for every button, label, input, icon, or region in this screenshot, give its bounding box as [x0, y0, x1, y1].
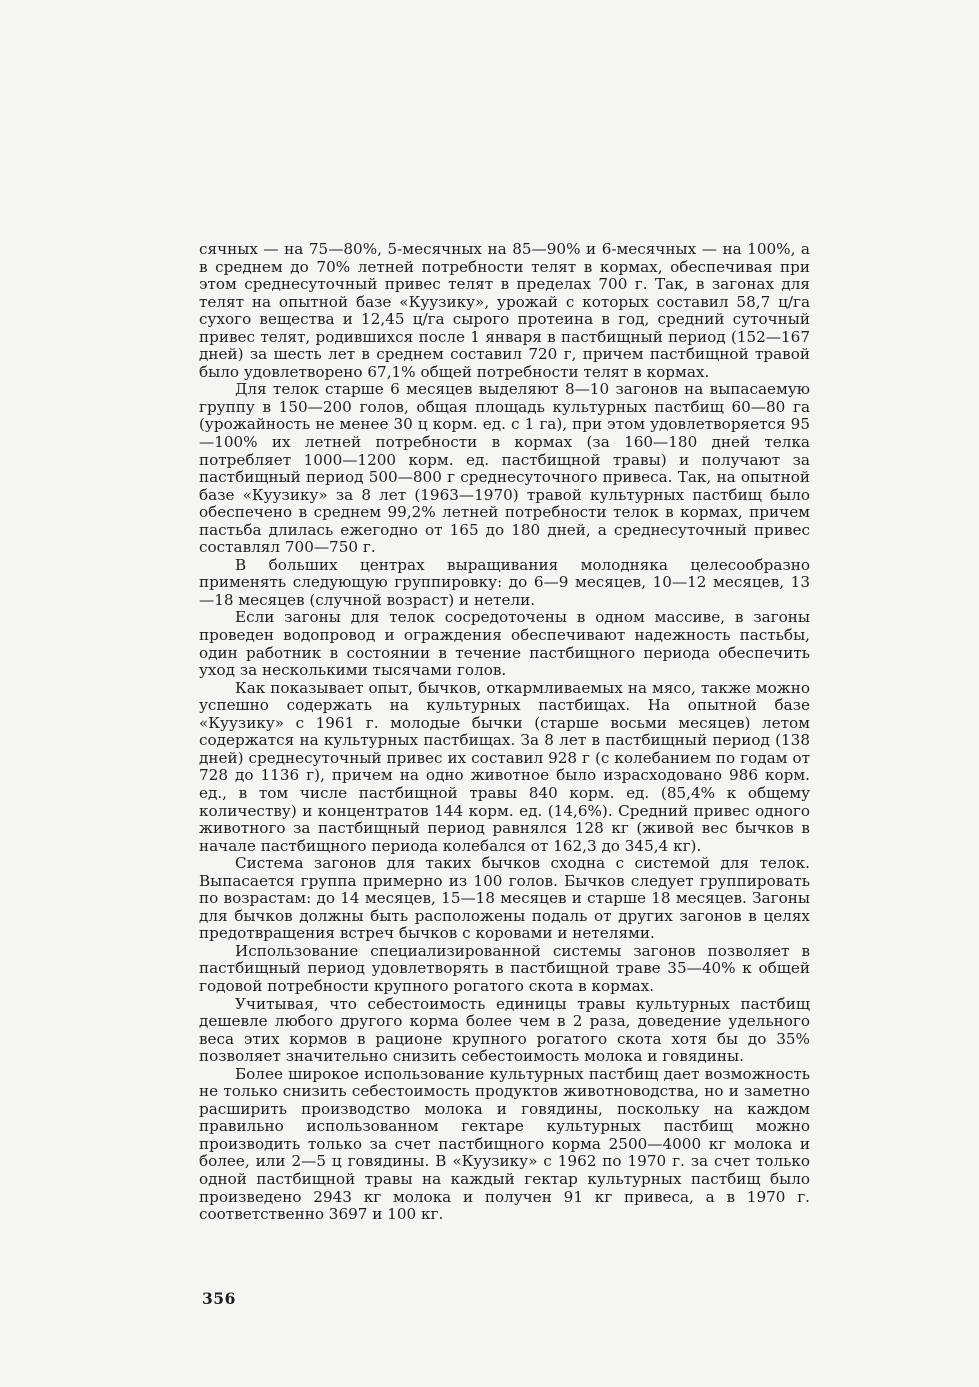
paragraph-1: сячных — на 75—80%, 5-месячных на 85—90% и 6-месячных — на 100%, а в среднем до 70% летней потребности телят в кормах, обеспечивая при этом среднесуточный привес телят в пределах 700 г. Так, в загонах для телят на опытной базе «Куузику», урожай с которых составил 58,7 ц/га сухого вещества и 12,45 ц/га сырого протеина в год, средний суточный привес телят, родившихся после 1 января в пастбищный период (152—167 дней) за шесть лет в среднем составил 720 г, причем пастбищной травой было удовлетворено 67,1% общей потребности телят в кормах. — [199, 240, 810, 381]
page-number: 356 — [202, 1289, 236, 1308]
paragraph-7: Использование специализированной системы загонов позволяет в пастбищный период удовлетворять в пастбищной траве 35—40% к общей годовой потребности крупного рогатого скота в кормах. — [199, 941, 810, 995]
paragraph-3: В больших центрах выращивания молодняка целесообразно применять следующую группировку: до 6—9 месяцев, 10—12 месяцев, 13—18 месяцев (случной возраст) и нетели. — [199, 555, 810, 609]
paragraph-6: Система загонов для таких бычков сходна с системой для телок. Выпасается группа примерно из 100 голов. Бычков следует группировать по возрастам: до 14 месяцев, 15—18 месяцев и старше 18 месяцев. Загоны для бычков должны быть расположены подаль от других загонов в целях предотвращения встреч бычков с коровами и нетелями. — [199, 854, 810, 943]
paragraph-9: Более широкое использование культурных пастбищ дает возможность не только снизить себестоимость продуктов животноводства, но и заметно расширить производство молока и говядины, поскольку на каждом правильно использованном гектаре культурных пастбищ можно производить только за счет пастбищного корма 2500—4000 кг молока и более, или 2—5 ц говядины. В «Куузику» с 1962 по 1970 г. за счет только одной пастбищной травы на каждый гектар культурных пастбищ было произведено 2943 кг молока и получен 91 кг привеса, а в 1970 г. соответственно 3697 и 100 кг. — [199, 1064, 810, 1224]
paragraph-5: Как показывает опыт, бычков, откармливаемых на мясо, также можно успешно содержать на культурных пастбищах. На опытной базе «Куузику» с 1961 г. молодые бычки (старше восьми месяцев) летом содержатся на культурных пастбищах. За 8 лет в пастбищный период (138 дней) среднесуточный привес их составил 928 г (с колебанием по годам от 728 до 1136 г), причем на одно животное было израсходовано 986 корм. ед., в том числе пастбищной травы 840 корм. ед. (85,4% к общему количеству) и концентратов 144 корм. ед. (14,6%). Средний привес одного животного за пастбищный период равнялся 128 кг (живой вес бычков в начале пастбищного периода колебался от 162,3 до 345,4 кг). — [199, 678, 810, 855]
paragraph-2: Для телок старше 6 месяцев выделяют 8—10 загонов на выпасаемую группу в 150—200 голов, общая площадь культурных пастбищ 60—80 га (урожайность не менее 30 ц корм. ед. с 1 га), при этом удовлетворяется 95—100% их летней потребности в кормах (за 160—180 дней телка потребляет 1000—1200 корм. ед. пастбищной травы) и получают за пастбищный период 500—800 г среднесуточного привеса. Так, на опытной базе «Куузику» за 8 лет (1963—1970) травой культурных пастбищ было обеспечено в среднем 99,2% летней потребности телок в кормах, причем пастьба длилась ежегодно от 165 до 180 дней, а среднесуточный привес составлял 700—750 г. — [199, 380, 810, 557]
page-text-block — [199, 241, 810, 1224]
paragraph-4: Если загоны для телок сосредоточены в одном массиве, в загоны проведен водопровод и ограждения обеспечивают надежность пастьбы, один работник в состоянии в течение пастбищного периода обеспечить уход за несколькими тысячами голов. — [199, 608, 810, 680]
paragraph-8: Учитывая, что себестоимость единицы травы культурных пастбищ дешевле любого другого корма более чем в 2 раза, доведение удельного веса этих кормов в рационе крупного рогатого скота хотя бы до 35% позволяет значительно снизить себестоимость молока и говядины. — [199, 994, 810, 1066]
